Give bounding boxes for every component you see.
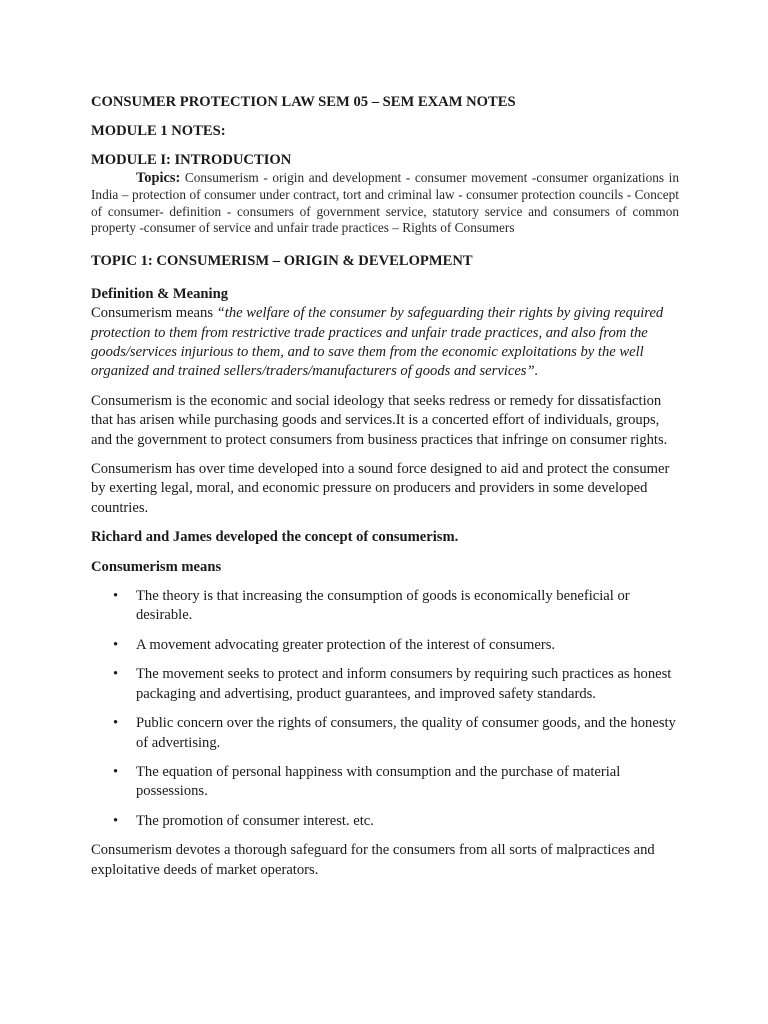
paragraph-ideology: Consumerism is the economic and social ideology that seeks redress or remedy for dissatisfaction that has arisen while purchasing goods and services.It is a concerted effort of individuals, groups, and the government to protect consumers from business practices that infringe on consumer rights. (91, 392, 668, 448)
bullet-icon: • (113, 636, 119, 653)
definition-paragraph (91, 304, 679, 382)
list-item (91, 665, 679, 704)
list-item-text: The equation of personal happiness with consumption and the purchase of material possessions. (136, 763, 621, 800)
list-item-text: The movement seeks to protect and inform consumers by requiring such practices as honest packaging and advertising, product guarantees, and improved safety standards. (136, 666, 672, 702)
list-item-text: Public concern over the rights of consumers, the quality of consumer goods, and the honesty of advertising. (136, 715, 676, 751)
definition-lead: Consumerism means (91, 305, 217, 322)
module-intro-heading: MODULE I: INTRODUCTION (91, 152, 292, 168)
consumerism-means-heading: Consumerism means (91, 558, 222, 575)
definition-heading: Definition & Meaning (91, 286, 229, 303)
document-page (91, 93, 679, 880)
topics-text: Consumerism - origin and development - consumer movement -consumer organizations in India – protection of consumer under contract, tort and criminal law - consumer protection councils - Concept of consumer- definition - consumers of government service, statutory service and consumers of common property -consumer of service and unfair trade practices – Rights of Consumers (91, 170, 679, 236)
list-item (91, 587, 679, 626)
topic-1-heading: TOPIC 1: CONSUMERISM – ORIGIN & DEVELOPMENT (91, 253, 473, 270)
list-item (91, 636, 679, 655)
list-item-text: The theory is that increasing the consumption of goods is economically beneficial or desirable. (136, 588, 630, 624)
richard-james-statement: Richard and James developed the concept of consumerism. (91, 529, 459, 546)
definition-quote: “the welfare of the consumer by safeguarding their rights by giving required protection to them from restrictive trade practices and unfair trade practices, and also from the goods/services injurious to them, and to save them from the economic exploitations by the well organized and trained sellers/traders/manufacturers of goods and services”. (91, 305, 664, 380)
document-title: CONSUMER PROTECTION LAW SEM 05 – SEM EXAM NOTES (91, 94, 516, 110)
list-item-text: A movement advocating greater protection of the interest of consumers. (136, 636, 556, 653)
closing-paragraph: Consumerism devotes a thorough safeguard for the consumers from all sorts of malpractices and exploitative deeds of market operators. (91, 842, 655, 878)
list-item (91, 714, 679, 753)
topics-paragraph (91, 170, 679, 237)
module-notes-heading: MODULE 1 NOTES: (91, 123, 226, 139)
bullet-icon: • (113, 715, 119, 732)
bullet-icon: • (113, 588, 119, 605)
bullet-icon: • (113, 666, 119, 683)
topics-label: Topics: (136, 170, 181, 186)
list-item (91, 812, 679, 831)
list-item (91, 763, 679, 802)
bullet-icon: • (113, 812, 119, 829)
paragraph-sound-force: Consumerism has over time developed into a sound force designed to aid and protect the consumer by exerting legal, moral, and economic pressure on producers and providers in some developed countries. (91, 461, 670, 516)
bullet-icon: • (113, 763, 119, 780)
list-item-text: The promotion of consumer interest. etc. (136, 812, 374, 829)
consumerism-means-list (91, 587, 679, 831)
